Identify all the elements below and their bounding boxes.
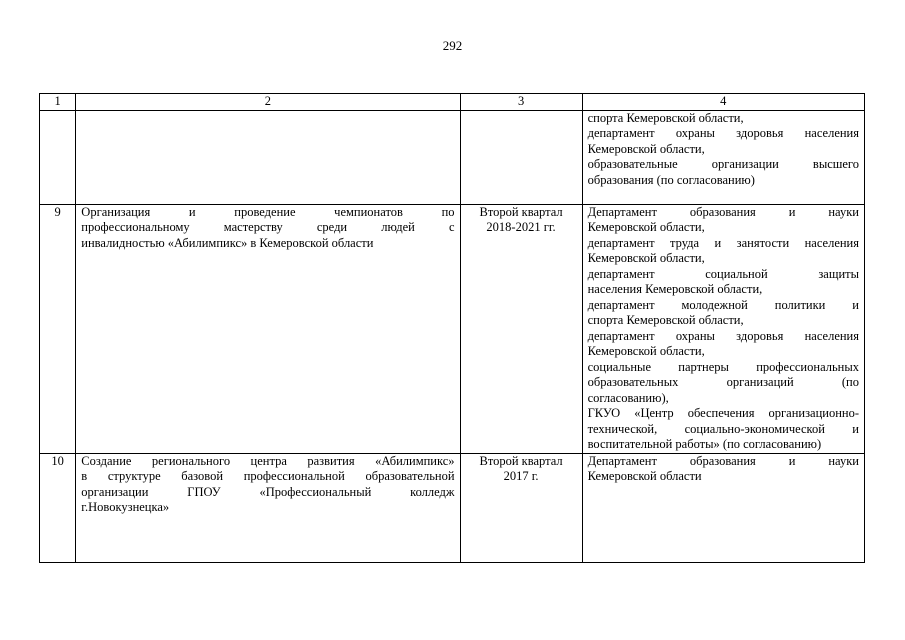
period-cell — [460, 110, 582, 204]
executors-cell — [582, 453, 864, 562]
executors-cell — [582, 204, 864, 453]
text-line: технической, социально-экономической и — [587, 421, 859, 436]
text-line: Кемеровской области, — [587, 344, 705, 358]
text-line: Кемеровской области, — [587, 251, 705, 265]
table-row — [40, 204, 865, 453]
text-line: населения Кемеровской области, — [587, 282, 763, 296]
period-cell — [460, 453, 582, 562]
event-cell — [76, 110, 460, 204]
text-line: образовательных организаций (по — [587, 375, 859, 389]
text-line: Кемеровской области, — [587, 141, 705, 156]
header-col-4: 4 — [582, 94, 864, 111]
row-number-cell: 9 — [40, 204, 76, 453]
header-col-2: 2 — [76, 94, 460, 111]
text-line: в структуре базовой профессиональной образовательной — [81, 469, 455, 483]
executors-cell — [582, 110, 864, 204]
text-line: профессиональному мастерству среди людей с — [81, 220, 455, 234]
text-line: департамент социальной защиты — [587, 266, 859, 281]
table-row-continuation — [40, 110, 865, 204]
header-col-3: 3 — [460, 94, 582, 111]
text-line: согласованию), — [587, 390, 669, 405]
text-line: инвалидностью «Абилимпикс» в Кемеровской области — [81, 235, 374, 250]
text-line: Кемеровской области — [587, 469, 702, 483]
text-line: образовательные организации высшего — [587, 157, 859, 171]
text-line: департамент молодежной политики и — [587, 297, 859, 312]
text-line: ГКУО «Центр обеспечения организационно- — [587, 406, 859, 420]
text-line: Кемеровской области, — [587, 220, 705, 234]
text-line: воспитательной работы» (по согласованию) — [587, 437, 822, 451]
period-line: 2018-2021 гг. — [486, 220, 556, 234]
text-line: спорта Кемеровской области, — [587, 110, 744, 125]
plan-table — [39, 93, 865, 563]
page-number: 292 — [442, 38, 463, 53]
period-line: Второй квартал — [479, 453, 563, 468]
event-cell — [76, 453, 460, 562]
header-col-1: 1 — [40, 94, 76, 111]
text-line: департамент охраны здоровья населения — [587, 328, 859, 343]
text-line: Создание регионального центра развития «Абилимпикс» — [81, 453, 455, 468]
event-cell — [76, 204, 460, 453]
period-line: Второй квартал — [479, 204, 563, 219]
table-header-row — [40, 94, 865, 111]
period-line: 2017 г. — [503, 469, 539, 483]
text-line: Департамент образования и науки — [587, 204, 859, 219]
table-row — [40, 453, 865, 562]
text-line: Организация и проведение чемпионатов по — [81, 204, 455, 219]
text-line: г.Новокузнецка» — [81, 500, 170, 514]
text-line: социальные партнеры профессиональных — [587, 359, 859, 374]
text-line: организации ГПОУ «Профессиональный колледж — [81, 484, 455, 499]
row-number-cell: 10 — [40, 453, 76, 562]
text-line: образования (по согласованию) — [587, 172, 755, 187]
period-cell — [460, 204, 582, 453]
text-line: спорта Кемеровской области, — [587, 313, 744, 327]
text-line: Департамент образования и науки — [587, 453, 859, 468]
text-line: департамент охраны здоровья населения — [587, 126, 859, 140]
text-line: департамент труда и занятости населения — [587, 235, 859, 250]
row-number-cell — [40, 110, 76, 204]
